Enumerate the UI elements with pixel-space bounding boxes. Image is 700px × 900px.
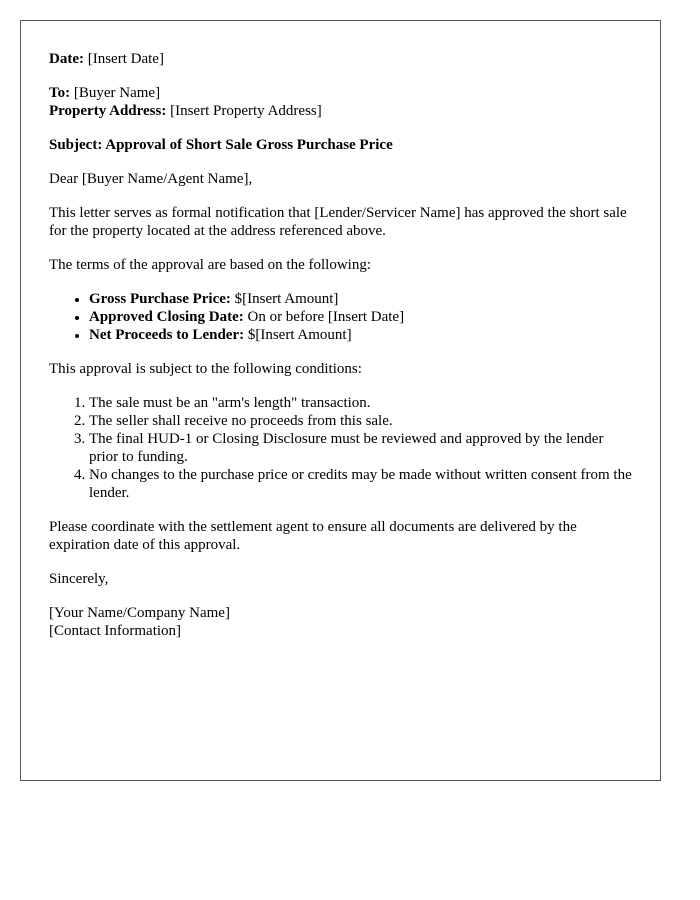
date-value: [Insert Date] <box>87 51 164 67</box>
intro-paragraph: This letter serves as formal notification that [Lender/Servicer Name] has approved the short sale for the property located at the address referenced above. <box>49 205 627 239</box>
terms-item-value: $[Insert Amount] <box>247 327 352 343</box>
signature-contact: [Contact Information] <box>49 623 182 639</box>
conditions-intro: This approval is subject to the following conditions: <box>49 361 362 377</box>
to-value: [Buyer Name] <box>73 85 161 101</box>
terms-list <box>49 290 632 344</box>
letter-page <box>20 20 661 781</box>
terms-intro: The terms of the approval are based on the following: <box>49 257 371 273</box>
signature-name: [Your Name/Company Name] <box>49 605 230 621</box>
recipient-block <box>49 84 632 120</box>
conditions-item: 4. No changes to the purchase price or credits may be made without written consent from the lender. <box>89 466 632 502</box>
terms-item-value: On or before [Insert Date] <box>247 309 405 325</box>
date-line <box>49 50 632 68</box>
date-label: Date: <box>49 51 84 67</box>
terms-item-value: $[Insert Amount] <box>234 291 339 307</box>
terms-item-label: Approved Closing Date: <box>89 309 244 325</box>
conditions-item: 1. The sale must be an "arm's length" transaction. <box>89 394 632 412</box>
subject-text: Subject: Approval of Short Sale Gross Purchase Price <box>49 137 393 153</box>
to-label: To: <box>49 85 71 101</box>
signature-block <box>49 604 632 640</box>
terms-item <box>89 326 632 344</box>
terms-item-label: Net Proceeds to Lender: <box>89 327 245 343</box>
property-address-value: [Insert Property Address] <box>170 103 322 119</box>
closing-paragraph: Please coordinate with the settlement agent to ensure all documents are delivered by the expiration date of this approval. <box>49 519 577 553</box>
terms-item <box>89 290 632 308</box>
terms-item <box>89 308 632 326</box>
conditions-item: 2. The seller shall receive no proceeds from this sale. <box>89 412 632 430</box>
property-address-line <box>49 102 632 120</box>
signoff: Sincerely, <box>49 571 109 587</box>
terms-item-label: Gross Purchase Price: <box>89 291 231 307</box>
subject-line <box>49 136 632 154</box>
salutation: Dear [Buyer Name/Agent Name], <box>49 171 253 187</box>
property-address-label: Property Address: <box>49 103 167 119</box>
to-line <box>49 84 632 102</box>
conditions-list <box>49 394 632 502</box>
conditions-item: 3. The final HUD-1 or Closing Disclosure must be reviewed and approved by the lender prior to funding. <box>89 430 632 466</box>
